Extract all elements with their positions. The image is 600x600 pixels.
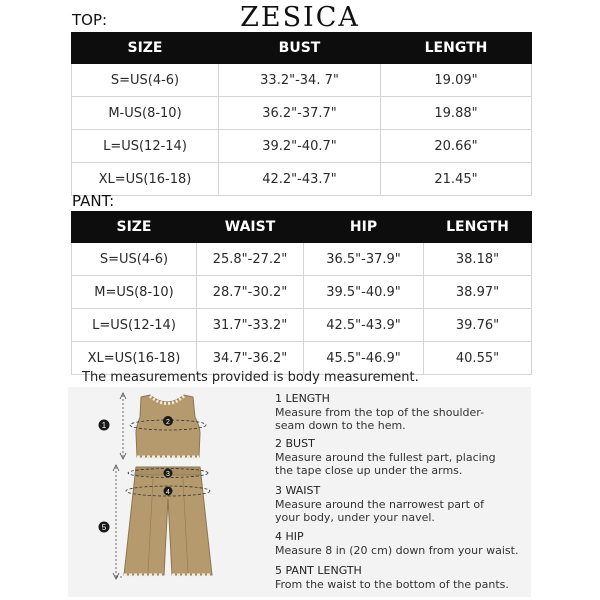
length-cell: 38.97" xyxy=(424,276,532,309)
table-row xyxy=(72,309,532,342)
header-waist: WAIST xyxy=(197,212,304,243)
header-hip: HIP xyxy=(304,212,424,243)
measure-bust-desc xyxy=(275,437,525,478)
table-header-row xyxy=(72,33,532,64)
measure-text: Measure around the narrowest part of xyxy=(275,497,484,511)
measure-title: 5 PANT LENGTH xyxy=(275,564,362,577)
table-row xyxy=(72,276,532,309)
measure-title: 2 BUST xyxy=(275,437,315,450)
pant-garment xyxy=(124,467,212,575)
size-cell: L=US(12-14) xyxy=(72,309,197,342)
marker-2 xyxy=(163,416,173,426)
measure-text: the tape close up under the arms. xyxy=(275,464,463,477)
measure-pant-length-desc xyxy=(275,564,525,591)
length-cell: 20.66" xyxy=(381,130,532,163)
measure-text: Measure 8 in (20 cm) down from your waist. xyxy=(275,543,519,557)
measure-title: 3 WAIST xyxy=(275,484,321,497)
table-row xyxy=(72,163,532,196)
measure-waist-desc xyxy=(275,484,525,525)
svg-text:3: 3 xyxy=(166,471,170,478)
top-section-label: TOP: xyxy=(72,11,108,29)
table-row xyxy=(72,243,532,276)
garment-illustration xyxy=(68,387,268,597)
length-cell: 38.18" xyxy=(424,243,532,276)
svg-text:5: 5 xyxy=(101,523,107,532)
size-cell: XL=US(16-18) xyxy=(72,342,197,375)
measure-text: seam down to the hem. xyxy=(275,419,406,432)
marker-1 xyxy=(99,420,110,431)
hip-cell: 39.5"-40.9" xyxy=(304,276,424,309)
table-header-row xyxy=(72,212,532,243)
bust-cell: 36.2"-37.7" xyxy=(219,97,381,130)
header-length: LENGTH xyxy=(424,212,532,243)
measure-text: From the waist to the bottom of the pants. xyxy=(275,577,509,591)
table-row xyxy=(72,97,532,130)
header-size: SIZE xyxy=(72,33,219,64)
header-bust: BUST xyxy=(219,33,381,64)
measure-title: 1 LENGTH xyxy=(275,392,330,405)
waist-cell: 31.7"-33.2" xyxy=(197,309,304,342)
svg-text:4: 4 xyxy=(166,489,170,496)
size-cell: S=US(4-6) xyxy=(72,64,219,97)
header-length: LENGTH xyxy=(381,33,532,64)
top-size-table xyxy=(71,32,532,196)
waist-cell: 25.8"-27.2" xyxy=(197,243,304,276)
measure-text: Measure from the top of the shoulder- xyxy=(275,405,485,419)
size-cell: L=US(12-14) xyxy=(72,130,219,163)
pant-size-table xyxy=(71,211,532,375)
length-cell: 21.45" xyxy=(381,163,532,196)
hip-cell: 45.5"-46.9" xyxy=(304,342,424,375)
measure-hip-desc xyxy=(275,530,525,557)
length-cell: 39.76" xyxy=(424,309,532,342)
pant-section-label: PANT: xyxy=(72,192,115,210)
measure-length-desc xyxy=(275,392,525,433)
waist-cell: 34.7"-36.2" xyxy=(197,342,304,375)
length-cell: 19.88" xyxy=(381,97,532,130)
hip-cell: 36.5"-37.9" xyxy=(304,243,424,276)
svg-text:2: 2 xyxy=(166,419,170,426)
size-cell: S=US(4-6) xyxy=(72,243,197,276)
size-cell: XL=US(16-18) xyxy=(72,163,219,196)
svg-text:1: 1 xyxy=(101,421,107,430)
measure-text: your body, under your navel. xyxy=(275,511,435,524)
table-row xyxy=(72,64,532,97)
size-cell: M-US(8-10) xyxy=(72,97,219,130)
hip-cell: 42.5"-43.9" xyxy=(304,309,424,342)
measure-text: Measure around the fullest part, placing xyxy=(275,450,496,464)
measure-title: 4 HIP xyxy=(275,530,304,543)
header-size: SIZE xyxy=(72,212,197,243)
length-cell: 19.09" xyxy=(381,64,532,97)
marker-5 xyxy=(99,522,110,533)
bust-cell: 39.2"-40.7" xyxy=(219,130,381,163)
length-cell: 40.55" xyxy=(424,342,532,375)
waist-cell: 28.7"-30.2" xyxy=(197,276,304,309)
size-cell: M=US(8-10) xyxy=(72,276,197,309)
table-row xyxy=(72,130,532,163)
measurement-guide-panel xyxy=(68,387,531,597)
bust-cell: 33.2"-34. 7" xyxy=(219,64,381,97)
brand-logo: ZESICA xyxy=(240,2,360,33)
bust-cell: 42.2"-43.7" xyxy=(219,163,381,196)
measurement-note: The measurements provided is body measurement. xyxy=(82,370,419,385)
